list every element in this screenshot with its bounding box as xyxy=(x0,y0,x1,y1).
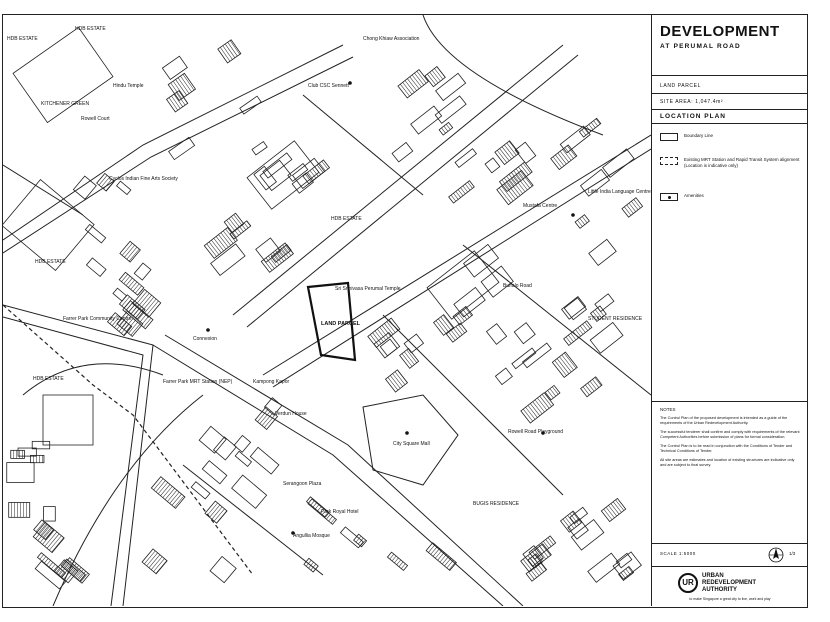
map-label-hdb-estate: HDB ESTATE xyxy=(33,376,64,382)
map-label-connexion: Connexion xyxy=(193,336,217,342)
building-block xyxy=(368,318,400,347)
location-map[interactable] xyxy=(3,15,651,606)
mrt-symbol-icon xyxy=(660,157,678,165)
map-label-land-parcel: LAND PARCEL xyxy=(321,321,361,327)
upper-road-edge xyxy=(3,57,353,253)
drawing-frame xyxy=(2,14,808,608)
map-label-verdun-house: Verdun House xyxy=(275,411,307,417)
building-block xyxy=(168,73,195,100)
building-block xyxy=(120,241,140,262)
street xyxy=(303,95,423,195)
map-label-city-square: City Square Mall xyxy=(393,441,430,447)
divider xyxy=(652,109,807,110)
building-block xyxy=(500,162,533,191)
scale-row xyxy=(652,543,807,567)
mrt-alignment xyxy=(3,305,253,575)
ura-name-line: AUTHORITY xyxy=(702,587,737,593)
ura-name-line: URBAN xyxy=(702,573,724,579)
building-block xyxy=(455,149,476,168)
building-block xyxy=(169,137,195,159)
building-block xyxy=(260,160,291,190)
ura-name xyxy=(702,573,756,594)
legend-boundary xyxy=(660,133,713,141)
map-labels xyxy=(7,26,651,539)
building-block xyxy=(590,322,623,353)
building-block xyxy=(62,558,89,583)
map-label-cyclos: Cyclos Indian Fine Arts Society xyxy=(109,176,178,182)
map-label-hdb-estate: HDB ESTATE xyxy=(35,259,66,265)
amenity-symbol-icon xyxy=(660,193,678,201)
land-parcel-label: LAND PARCEL xyxy=(660,83,701,89)
road-network xyxy=(3,15,651,606)
street xyxy=(383,315,563,495)
map-label-sri-srinivasa: Sri Srinivasa Perumal Temple xyxy=(335,286,401,292)
development-subtitle: AT PERUMAL ROAD xyxy=(660,43,741,50)
building-block xyxy=(205,501,227,523)
map-label-kampong-kapor: Kampong Kapor xyxy=(253,379,290,385)
building-block xyxy=(119,272,144,295)
map-label-serangoon-plaza: Serangoon Plaza xyxy=(283,481,322,487)
building-block xyxy=(449,181,475,203)
ura-tagline: to make Singapore a great city to live, work and play xyxy=(689,597,771,601)
map-label-mustafa: Mustafa Centre xyxy=(523,203,558,209)
building-block xyxy=(9,502,30,517)
building-block xyxy=(250,447,279,474)
building-block xyxy=(514,323,535,344)
amenity-markers xyxy=(206,81,575,535)
map-label-hdb-estate: HDB ESTATE xyxy=(75,26,106,32)
building-block xyxy=(575,215,589,229)
building-block xyxy=(570,507,588,523)
building-block xyxy=(113,288,127,301)
building-block xyxy=(85,224,105,243)
development-title: DEVELOPMENT xyxy=(660,23,780,40)
building-block xyxy=(224,213,244,232)
building-block xyxy=(446,323,466,342)
ura-logo: UR xyxy=(678,573,698,593)
building-block xyxy=(211,244,245,276)
note-item: The Control Plan of the proposed development is intended as a guide of the requirements of the Urban Redevelopment Authority. xyxy=(660,416,788,425)
legend-label: Existing MRT Station and Rapid Transit System alignment (Location is indicative only) xyxy=(684,157,800,168)
building-block xyxy=(485,158,500,173)
legend-amenities xyxy=(660,193,704,201)
amenity-dot xyxy=(206,328,210,332)
ura-block xyxy=(660,571,800,603)
building-block xyxy=(495,368,512,385)
divider xyxy=(652,401,807,402)
building-block xyxy=(595,294,614,312)
building-block xyxy=(86,258,106,277)
building-block xyxy=(436,73,466,100)
building-block xyxy=(411,106,442,134)
building-block xyxy=(167,91,188,112)
building-block xyxy=(564,321,592,346)
building-block xyxy=(439,122,453,135)
site-area-label: SITE AREA: 1,047.4m² xyxy=(660,99,724,105)
map-label-playground: Rowell Road Playground xyxy=(508,429,564,435)
building-block xyxy=(426,543,456,571)
building-block xyxy=(392,142,413,162)
building-block xyxy=(545,385,560,399)
map-label-hindu-temple: Hindu Temple xyxy=(113,83,144,89)
building-block xyxy=(252,142,267,155)
note-item: All site areas are estimates and location of existing structures are indicative only and are subject to final survey. xyxy=(660,458,795,467)
street xyxy=(3,165,83,215)
map-label-hdb-estate: HDB ESTATE xyxy=(331,216,362,222)
building-block xyxy=(435,96,466,123)
building-block xyxy=(398,70,428,98)
building-block xyxy=(162,56,187,79)
building-block xyxy=(387,552,407,570)
building-block xyxy=(425,67,445,87)
building-block xyxy=(495,141,519,165)
building-block xyxy=(622,198,643,217)
building-block xyxy=(43,395,93,445)
ura-name-line: REDEVELOPMENT xyxy=(702,580,757,586)
title-block-panel xyxy=(651,15,807,606)
building-block xyxy=(235,451,251,466)
map-label-association: Chong Khiaw Association xyxy=(363,36,420,42)
building-block xyxy=(218,40,241,63)
building-block xyxy=(385,370,407,392)
map-label-hdb-estate: HDB ESTATE xyxy=(7,36,38,42)
building-block xyxy=(561,511,582,532)
building-block xyxy=(400,348,419,368)
divider xyxy=(652,93,807,94)
building-block xyxy=(18,448,36,456)
building-block xyxy=(232,475,267,508)
building-block xyxy=(210,556,236,582)
divider xyxy=(652,75,807,76)
map-label-farrer-park-cc: Farrer Park Community Centre xyxy=(63,316,132,322)
building-block xyxy=(202,461,227,484)
location-plan-heading: LOCATION PLAN xyxy=(660,113,726,120)
legend-mrt xyxy=(660,157,800,168)
building-block xyxy=(354,534,367,547)
map-label-rowell-court: Rowell Court xyxy=(81,116,110,122)
building-block xyxy=(616,553,632,568)
scale-label: SCALE 1:5000 xyxy=(660,551,696,556)
notes-section xyxy=(660,407,800,472)
divider xyxy=(652,123,807,124)
note-item: The successful tenderer shall confirm and comply with requirements of the relevant Competent Authorities before submission of plans for formal consideration. xyxy=(660,430,800,439)
map-label-farrer-park-mrt: Farrer Park MRT Station (NEP) xyxy=(163,379,233,385)
building-block xyxy=(117,181,131,194)
map-label-bugis-residence: BUGIS RESIDENCE xyxy=(473,501,520,507)
map-canvas xyxy=(3,15,651,606)
building-block xyxy=(234,435,250,452)
legend-label: Boundary Line xyxy=(684,133,714,138)
boundary-symbol-icon xyxy=(660,133,678,141)
building-block xyxy=(11,450,25,458)
map-label-angullia: Angullia Mosque xyxy=(293,533,330,539)
building-block xyxy=(151,477,185,509)
building-block xyxy=(133,289,161,317)
building-block xyxy=(263,153,292,178)
legend-label: Amenities xyxy=(684,193,704,198)
building-block xyxy=(487,324,507,345)
lower-road-edge xyxy=(273,149,651,387)
map-label-student-residence: STUDENT RESIDENCE xyxy=(588,316,643,322)
map-label-club: Club CSC Sennett xyxy=(308,83,349,89)
building-block xyxy=(512,348,536,369)
notes-heading: NOTES xyxy=(660,407,676,412)
building-block xyxy=(589,239,616,265)
building-block xyxy=(571,520,603,550)
page-number: 1/3 xyxy=(789,551,796,556)
map-label-kitchener-green: KITCHENER GREEN xyxy=(41,101,90,107)
city-square-mall-outline xyxy=(363,395,458,485)
building-block xyxy=(7,463,34,483)
building-block xyxy=(134,263,151,280)
building-block xyxy=(44,507,56,521)
building-block xyxy=(568,519,588,539)
north-arrow-icon xyxy=(768,547,784,563)
building-block xyxy=(33,522,64,552)
map-label-buffalo-road: Buffalo Road xyxy=(503,283,532,289)
amenity-dot xyxy=(571,213,575,217)
building-block xyxy=(581,377,602,397)
map-label-language-centre: Little India Language Centre xyxy=(588,189,651,195)
building-block xyxy=(380,339,397,356)
building-block xyxy=(588,553,620,582)
building-block xyxy=(601,498,625,521)
building-block xyxy=(552,352,577,377)
amenity-dot xyxy=(405,431,409,435)
race-course-road-edge xyxy=(165,335,523,606)
note-item: The Control Plan is to be read in conjunction with the Conditions of Tender and Technical Conditions of Tender. xyxy=(660,444,793,453)
building-block xyxy=(54,560,77,583)
map-label-park-royal: Park Royal Hotel xyxy=(321,509,359,515)
building-block xyxy=(523,343,552,368)
building-block xyxy=(142,549,167,574)
